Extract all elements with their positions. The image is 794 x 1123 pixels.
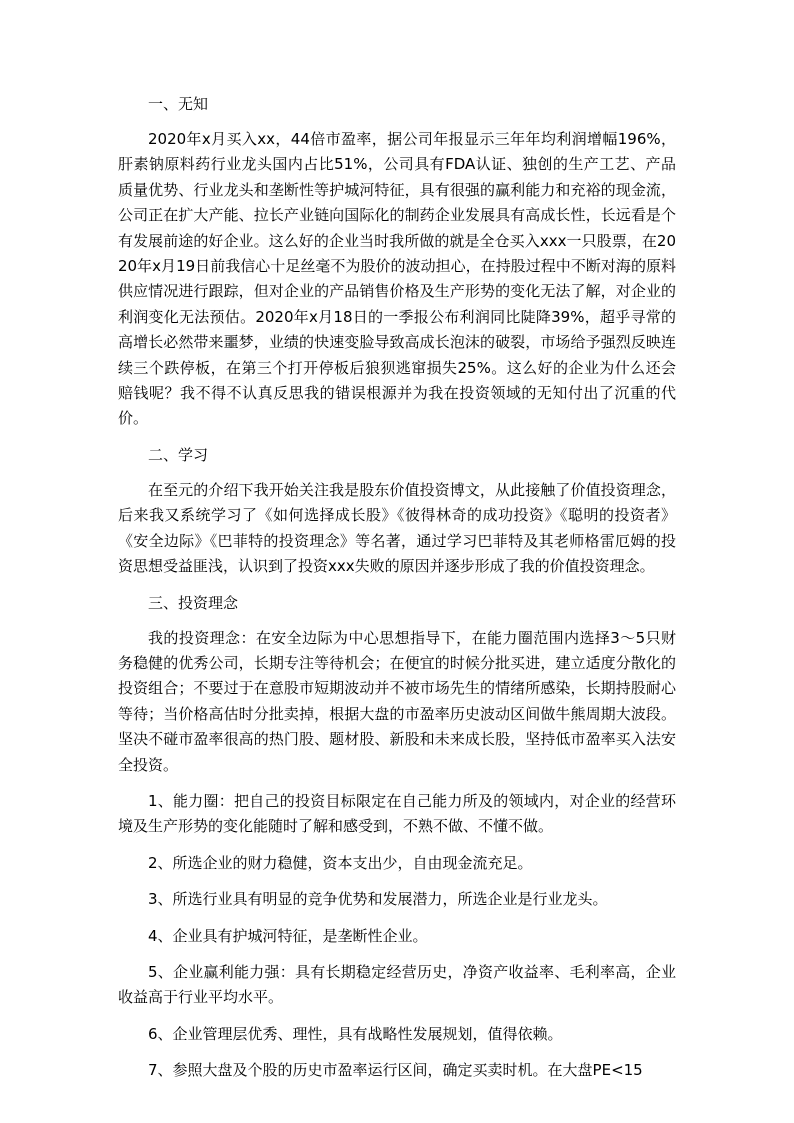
section-heading: 一、无知 [148, 95, 209, 113]
paragraph: 我的投资理念：在安全边际为中心思想指导下，在能力圈范围内选择3～5只财务稳健的优秀公司，长期专注等待机会；在便宜的时候分批买进，建立适度分散化的投资组合；不要过于在意股市短期波动并不被市场先生的情绪所感染，长期持股耐心等待；当价格高估时分批卖掉，根据大盘的市盈率历史波动区间做牛熊周期大波段。坚决不碰市盈率很高的热门股、题材股、新股和未来成长股，坚持低市盈率买入法安全投资。 [118, 628, 676, 774]
list-item: 3、所选行业具有明显的竞争优势和发展潜力，所选企业是行业龙头。 [148, 890, 608, 909]
paragraph: 在至元的介绍下我开始关注我是股东价值投资博文，从此接触了价值投资理念，后来我又系统学习了《如何选择成长股》《彼得林奇的成功投资》《聪明的投资者》《安全边际》《巴菲特的投资理念》等名著，通过学习巴菲特及其老师格雷厄姆的投资思想受益匪浅，认识到了投资xxx失败的原因并逐步形成了我的价值投资理念。 [118, 480, 676, 576]
list-item: 6、企业管理层优秀、理性，具有战略性发展规划，值得依赖。 [148, 1024, 563, 1043]
list-item: 5、企业赢利能力强：具有长期稳定经营历史，净资产收益率、毛利率高，企业收益高于行业平均水平。 [118, 962, 676, 1007]
section-heading: 三、投资理念 [148, 593, 239, 612]
section-investment-philosophy [118, 591, 676, 1084]
list-item: 4、企业具有护城河特征，是垄断性企业。 [148, 926, 428, 945]
list-item: 2、所选企业的财力稳健，资本支出少，自由现金流充足。 [148, 853, 533, 872]
list-item: 7、参照大盘及个股的历史市盈率运行区间，确定买卖时机。在大盘PE<15 [148, 1061, 643, 1080]
section-heading: 二、学习 [148, 445, 209, 464]
paragraph: 2020年x月买入xx，44倍市盈率，据公司年报显示三年年均利润增幅196%，肝素钠原料药行业龙头国内占比51%，公司具有FDA认证、独创的生产工艺、产品质量优势、行业龙头和垄断性等护城河特征，具有很强的赢利能力和充裕的现金流，公司正在扩大产能、拉长产业链向国际化的制药企业发展具有高成长性，长远看是个有发展前途的好企业。这么好的企业当时我所做的就是全仓买入xxx一只股票，在2020年x月19日前我信心十足丝毫不为股价的波动担心，在持股过程中不断对海的原料供应情况进行跟踪，但对企业的产品销售价格及生产形势的变化无法了解，对企业的利润变化无法预估。2020年x月18日的一季报公布利润同比陡降39%，超乎寻常的高增长必然带来噩梦，业绩的快速变脸导致高成长泡沫的破裂，市场给予强烈反映连续三个跌停板，在第三个打开停板后狼狈逃窜损失25%。这么好的企业为什么还会赔钱呢？我不得不认真反思我的错误根源并为我在投资领域的无知付出了沉重的代价。 [118, 130, 676, 428]
section-learning [118, 443, 676, 580]
section-ignorance [118, 92, 676, 432]
list-item: 1、能力圈：把自己的投资目标限定在自己能力所及的领域内，对企业的经营环境及生产形势的变化能随时了解和感受到，不熟不做、不懂不做。 [118, 791, 676, 836]
